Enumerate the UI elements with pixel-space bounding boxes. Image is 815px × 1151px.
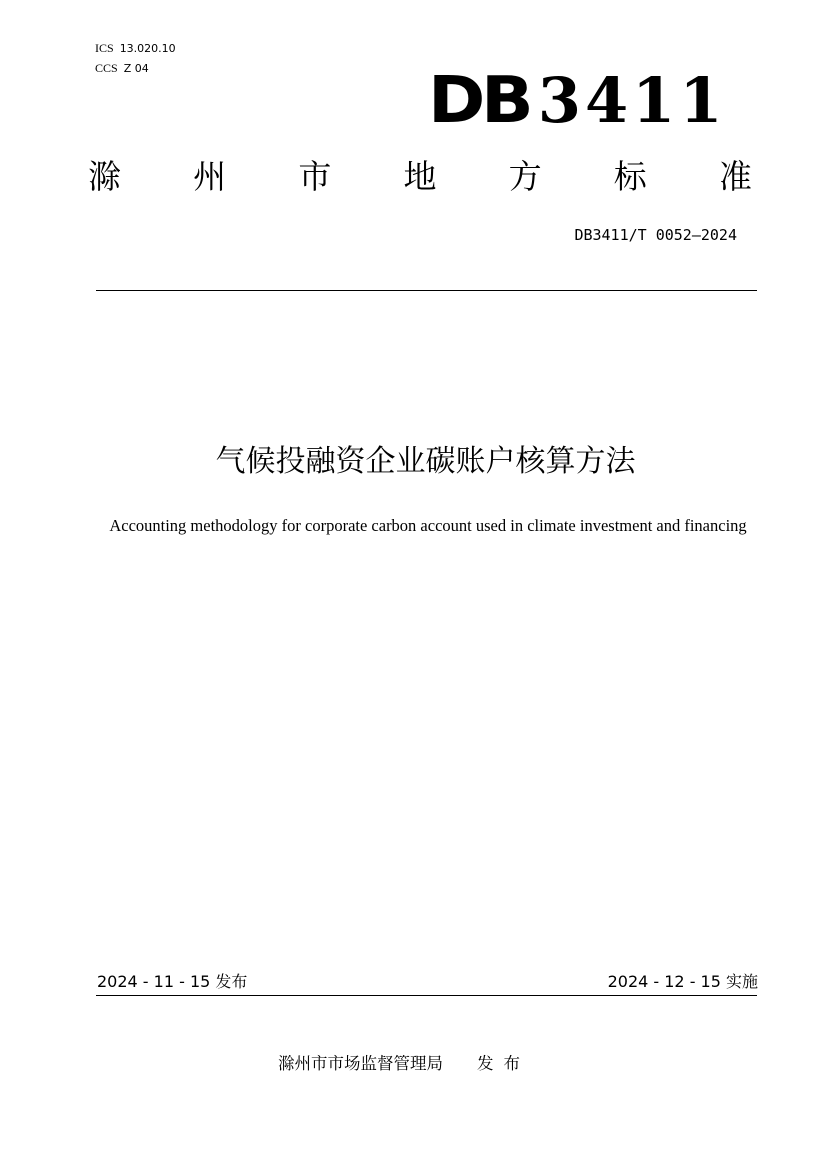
db-logo-letters: DB xyxy=(428,64,530,138)
footer-divider xyxy=(96,995,757,996)
issuer xyxy=(278,1053,530,1075)
ics-label: ICS xyxy=(95,41,114,55)
implementation-date: 2024 - 12 - 15 实施 xyxy=(607,972,758,991)
header-char: 方 xyxy=(508,157,542,196)
issue-date: 2024 - 11 - 15 发布 xyxy=(97,972,248,991)
header-char: 准 xyxy=(718,157,752,196)
issuer-name: 滁州市市场监督管理局 xyxy=(278,1054,443,1073)
ccs-value: Z 04 xyxy=(123,62,149,75)
ccs-label: CCS xyxy=(95,61,118,75)
header-char: 州 xyxy=(193,157,227,196)
header-divider xyxy=(96,290,757,291)
ics-code xyxy=(95,41,176,56)
ics-value: 13.020.10 xyxy=(119,42,176,55)
english-title: Accounting methodology for corporate carbon account used in climate investment and financing xyxy=(109,516,747,535)
db-logo xyxy=(428,66,726,136)
chinese-title: 气候投融资企业碳账户核算方法 xyxy=(215,444,636,479)
standard-number: DB3411/T 0052—2024 xyxy=(574,226,737,244)
header-char: 地 xyxy=(403,157,437,196)
header-char: 标 xyxy=(613,157,647,196)
ccs-code xyxy=(95,61,149,76)
header-char: 滁 xyxy=(88,157,121,196)
header-char: 市 xyxy=(298,157,332,196)
db-logo-number: 3411 xyxy=(537,64,727,137)
header-title xyxy=(88,155,752,199)
issuer-action: 发布 xyxy=(477,1054,530,1073)
